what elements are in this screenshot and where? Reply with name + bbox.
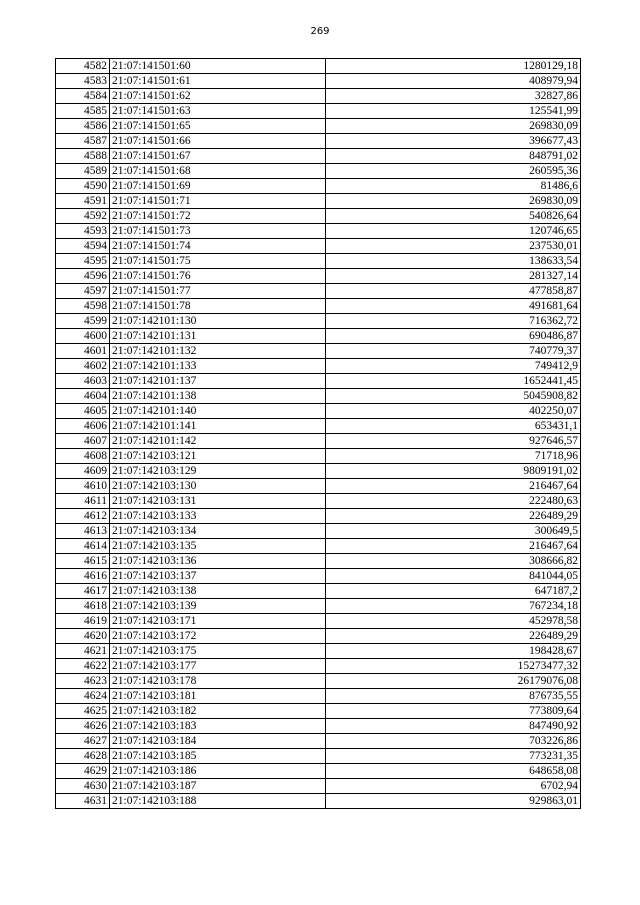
table-row bbox=[56, 494, 581, 509]
cadastral-value-cell: 300649,5 bbox=[326, 524, 581, 539]
cadastral-value-cell: 226489,29 bbox=[326, 629, 581, 644]
cadastral-number-cell: 21:07:142101:131 bbox=[110, 329, 326, 344]
row-number-cell: 4599 bbox=[56, 314, 110, 329]
cadastral-number-cell: 21:07:142103:133 bbox=[110, 509, 326, 524]
row-number-cell: 4590 bbox=[56, 179, 110, 194]
cadastral-value-cell: 260595,36 bbox=[326, 164, 581, 179]
cadastral-number-cell: 21:07:141501:67 bbox=[110, 149, 326, 164]
cadastral-number-cell: 21:07:142101:132 bbox=[110, 344, 326, 359]
row-number-cell: 4608 bbox=[56, 449, 110, 464]
cadastral-number-cell: 21:07:141501:77 bbox=[110, 284, 326, 299]
cadastral-number-cell: 21:07:142103:134 bbox=[110, 524, 326, 539]
cadastral-number-cell: 21:07:141501:74 bbox=[110, 239, 326, 254]
cadastral-value-cell: 9809191,02 bbox=[326, 464, 581, 479]
table-row bbox=[56, 224, 581, 239]
row-number-cell: 4629 bbox=[56, 764, 110, 779]
cadastral-value-cell: 15273477,32 bbox=[326, 659, 581, 674]
cadastral-number-cell: 21:07:142103:129 bbox=[110, 464, 326, 479]
table-row bbox=[56, 194, 581, 209]
cadastral-value-cell: 1652441,45 bbox=[326, 374, 581, 389]
table-row bbox=[56, 359, 581, 374]
row-number-cell: 4585 bbox=[56, 104, 110, 119]
table-row bbox=[56, 464, 581, 479]
cadastral-number-cell: 21:07:142103:188 bbox=[110, 794, 326, 809]
cadastral-value-cell: 138633,54 bbox=[326, 254, 581, 269]
row-number-cell: 4618 bbox=[56, 599, 110, 614]
cadastral-number-cell: 21:07:141501:76 bbox=[110, 269, 326, 284]
row-number-cell: 4582 bbox=[56, 59, 110, 74]
table-row bbox=[56, 179, 581, 194]
table-row bbox=[56, 209, 581, 224]
cadastral-value-cell: 767234,18 bbox=[326, 599, 581, 614]
cadastral-value-cell: 690486,87 bbox=[326, 329, 581, 344]
row-number-cell: 4623 bbox=[56, 674, 110, 689]
cadastral-value-cell: 749412,9 bbox=[326, 359, 581, 374]
cadastral-number-cell: 21:07:142103:130 bbox=[110, 479, 326, 494]
table-row bbox=[56, 734, 581, 749]
cadastral-number-cell: 21:07:141501:72 bbox=[110, 209, 326, 224]
row-number-cell: 4606 bbox=[56, 419, 110, 434]
cadastral-number-cell: 21:07:142101:142 bbox=[110, 434, 326, 449]
table-row bbox=[56, 584, 581, 599]
table-row bbox=[56, 434, 581, 449]
cadastral-number-cell: 21:07:142101:138 bbox=[110, 389, 326, 404]
row-number-cell: 4605 bbox=[56, 404, 110, 419]
table-row bbox=[56, 314, 581, 329]
row-number-cell: 4620 bbox=[56, 629, 110, 644]
table-row bbox=[56, 689, 581, 704]
cadastral-number-cell: 21:07:142103:182 bbox=[110, 704, 326, 719]
row-number-cell: 4595 bbox=[56, 254, 110, 269]
row-number-cell: 4586 bbox=[56, 119, 110, 134]
cadastral-value-cell: 237530,01 bbox=[326, 239, 581, 254]
row-number-cell: 4626 bbox=[56, 719, 110, 734]
cadastral-number-cell: 21:07:142103:186 bbox=[110, 764, 326, 779]
cadastral-value-cell: 927646,57 bbox=[326, 434, 581, 449]
row-number-cell: 4612 bbox=[56, 509, 110, 524]
cadastral-number-cell: 21:07:142103:177 bbox=[110, 659, 326, 674]
row-number-cell: 4627 bbox=[56, 734, 110, 749]
cadastral-number-cell: 21:07:142101:141 bbox=[110, 419, 326, 434]
table-row bbox=[56, 74, 581, 89]
row-number-cell: 4587 bbox=[56, 134, 110, 149]
cadastral-value-cell: 703226,86 bbox=[326, 734, 581, 749]
cadastral-value-cell: 32827,86 bbox=[326, 89, 581, 104]
cadastral-number-cell: 21:07:141501:63 bbox=[110, 104, 326, 119]
cadastral-number-cell: 21:07:141501:61 bbox=[110, 74, 326, 89]
cadastral-value-cell: 281327,14 bbox=[326, 269, 581, 284]
cadastral-value-cell: 716362,72 bbox=[326, 314, 581, 329]
cadastral-number-cell: 21:07:141501:68 bbox=[110, 164, 326, 179]
table-row bbox=[56, 344, 581, 359]
row-number-cell: 4598 bbox=[56, 299, 110, 314]
cadastral-number-cell: 21:07:142103:138 bbox=[110, 584, 326, 599]
cadastral-value-cell: 452978,58 bbox=[326, 614, 581, 629]
cadastral-value-cell: 740779,37 bbox=[326, 344, 581, 359]
table-row bbox=[56, 539, 581, 554]
cadastral-number-cell: 21:07:142101:137 bbox=[110, 374, 326, 389]
table-row bbox=[56, 659, 581, 674]
cadastral-value-cell: 71718,96 bbox=[326, 449, 581, 464]
row-number-cell: 4613 bbox=[56, 524, 110, 539]
row-number-cell: 4614 bbox=[56, 539, 110, 554]
cadastral-value-cell: 876735,55 bbox=[326, 689, 581, 704]
table-row bbox=[56, 749, 581, 764]
row-number-cell: 4621 bbox=[56, 644, 110, 659]
cadastral-value-cell: 26179076,08 bbox=[326, 674, 581, 689]
cadastral-value-cell: 216467,64 bbox=[326, 479, 581, 494]
cadastral-number-cell: 21:07:141501:69 bbox=[110, 179, 326, 194]
row-number-cell: 4610 bbox=[56, 479, 110, 494]
cadastral-value-cell: 773809,64 bbox=[326, 704, 581, 719]
row-number-cell: 4624 bbox=[56, 689, 110, 704]
table-row bbox=[56, 479, 581, 494]
table-row bbox=[56, 284, 581, 299]
row-number-cell: 4631 bbox=[56, 794, 110, 809]
cadastral-number-cell: 21:07:141501:60 bbox=[110, 59, 326, 74]
table-row bbox=[56, 614, 581, 629]
cadastral-value-cell: 1280129,18 bbox=[326, 59, 581, 74]
cadastral-value-cell: 81486,6 bbox=[326, 179, 581, 194]
row-number-cell: 4607 bbox=[56, 434, 110, 449]
row-number-cell: 4617 bbox=[56, 584, 110, 599]
row-number-cell: 4594 bbox=[56, 239, 110, 254]
cadastral-number-cell: 21:07:142103:136 bbox=[110, 554, 326, 569]
table-row bbox=[56, 329, 581, 344]
table-row bbox=[56, 569, 581, 584]
table-row bbox=[56, 629, 581, 644]
cadastral-number-cell: 21:07:141501:73 bbox=[110, 224, 326, 239]
cadastral-value-cell: 847490,92 bbox=[326, 719, 581, 734]
table-row bbox=[56, 269, 581, 284]
cadastral-value-cell: 222480,63 bbox=[326, 494, 581, 509]
row-number-cell: 4591 bbox=[56, 194, 110, 209]
row-number-cell: 4602 bbox=[56, 359, 110, 374]
cadastral-value-cell: 125541,99 bbox=[326, 104, 581, 119]
cadastral-number-cell: 21:07:142103:139 bbox=[110, 599, 326, 614]
table-row bbox=[56, 374, 581, 389]
row-number-cell: 4604 bbox=[56, 389, 110, 404]
cadastral-number-cell: 21:07:142103:181 bbox=[110, 689, 326, 704]
cadastral-value-cell: 647187,2 bbox=[326, 584, 581, 599]
cadastral-value-cell: 396677,43 bbox=[326, 134, 581, 149]
row-number-cell: 4611 bbox=[56, 494, 110, 509]
cadastral-number-cell: 21:07:142103:185 bbox=[110, 749, 326, 764]
cadastral-value-cell: 491681,64 bbox=[326, 299, 581, 314]
cadastral-value-cell: 929863,01 bbox=[326, 794, 581, 809]
cadastral-value-cell: 648658,08 bbox=[326, 764, 581, 779]
cadastral-value-cell: 120746,65 bbox=[326, 224, 581, 239]
cadastral-number-cell: 21:07:141501:75 bbox=[110, 254, 326, 269]
table-row bbox=[56, 59, 581, 74]
table-row bbox=[56, 509, 581, 524]
table-row bbox=[56, 599, 581, 614]
cadastral-value-cell: 308666,82 bbox=[326, 554, 581, 569]
row-number-cell: 4596 bbox=[56, 269, 110, 284]
cadastral-value-cell: 6702,94 bbox=[326, 779, 581, 794]
row-number-cell: 4609 bbox=[56, 464, 110, 479]
cadastral-value-cell: 841044,05 bbox=[326, 569, 581, 584]
table-row bbox=[56, 239, 581, 254]
cadastral-value-cell: 773231,35 bbox=[326, 749, 581, 764]
row-number-cell: 4616 bbox=[56, 569, 110, 584]
row-number-cell: 4588 bbox=[56, 149, 110, 164]
cadastral-value-cell: 477858,87 bbox=[326, 284, 581, 299]
cadastral-number-cell: 21:07:142103:183 bbox=[110, 719, 326, 734]
table-body bbox=[56, 59, 581, 809]
table-row bbox=[56, 674, 581, 689]
row-number-cell: 4630 bbox=[56, 779, 110, 794]
cadastral-number-cell: 21:07:142103:184 bbox=[110, 734, 326, 749]
table-row bbox=[56, 419, 581, 434]
cadastral-value-cell: 216467,64 bbox=[326, 539, 581, 554]
cadastral-number-cell: 21:07:142103:135 bbox=[110, 539, 326, 554]
cadastral-value-cell: 226489,29 bbox=[326, 509, 581, 524]
cadastral-number-cell: 21:07:142103:121 bbox=[110, 449, 326, 464]
cadastral-value-cell: 408979,94 bbox=[326, 74, 581, 89]
row-number-cell: 4625 bbox=[56, 704, 110, 719]
cadastral-value-cell: 653431,1 bbox=[326, 419, 581, 434]
table-row bbox=[56, 524, 581, 539]
cadastral-value-cell: 269830,09 bbox=[326, 119, 581, 134]
page-number: 269 bbox=[310, 26, 330, 37]
cadastral-number-cell: 21:07:142103:171 bbox=[110, 614, 326, 629]
cadastral-number-cell: 21:07:141501:71 bbox=[110, 194, 326, 209]
table-row bbox=[56, 254, 581, 269]
row-number-cell: 4622 bbox=[56, 659, 110, 674]
table-row bbox=[56, 299, 581, 314]
row-number-cell: 4600 bbox=[56, 329, 110, 344]
table-row bbox=[56, 104, 581, 119]
cadastral-value-cell: 402250,07 bbox=[326, 404, 581, 419]
table-row bbox=[56, 704, 581, 719]
cadastral-number-cell: 21:07:142101:133 bbox=[110, 359, 326, 374]
table-row bbox=[56, 779, 581, 794]
cadastral-number-cell: 21:07:142103:131 bbox=[110, 494, 326, 509]
cadastral-value-cell: 198428,67 bbox=[326, 644, 581, 659]
cadastral-number-cell: 21:07:142101:130 bbox=[110, 314, 326, 329]
cadastral-number-cell: 21:07:141501:66 bbox=[110, 134, 326, 149]
cadastral-value-cell: 540826,64 bbox=[326, 209, 581, 224]
cadastral-number-cell: 21:07:142101:140 bbox=[110, 404, 326, 419]
cadastral-number-cell: 21:07:142103:187 bbox=[110, 779, 326, 794]
table-row bbox=[56, 764, 581, 779]
table-row bbox=[56, 119, 581, 134]
table-row bbox=[56, 164, 581, 179]
cadastral-number-cell: 21:07:141501:65 bbox=[110, 119, 326, 134]
row-number-cell: 4583 bbox=[56, 74, 110, 89]
row-number-cell: 4619 bbox=[56, 614, 110, 629]
table-row bbox=[56, 149, 581, 164]
row-number-cell: 4601 bbox=[56, 344, 110, 359]
table-row bbox=[56, 449, 581, 464]
row-number-cell: 4603 bbox=[56, 374, 110, 389]
cadastral-number-cell: 21:07:142103:172 bbox=[110, 629, 326, 644]
table-row bbox=[56, 554, 581, 569]
cadastral-value-table bbox=[55, 58, 581, 809]
cadastral-number-cell: 21:07:142103:137 bbox=[110, 569, 326, 584]
row-number-cell: 4584 bbox=[56, 89, 110, 104]
row-number-cell: 4615 bbox=[56, 554, 110, 569]
table-row bbox=[56, 134, 581, 149]
cadastral-number-cell: 21:07:142103:175 bbox=[110, 644, 326, 659]
table-row bbox=[56, 794, 581, 809]
cadastral-value-cell: 5045908,82 bbox=[326, 389, 581, 404]
row-number-cell: 4592 bbox=[56, 209, 110, 224]
cadastral-number-cell: 21:07:141501:78 bbox=[110, 299, 326, 314]
cadastral-value-cell: 269830,09 bbox=[326, 194, 581, 209]
row-number-cell: 4593 bbox=[56, 224, 110, 239]
cadastral-number-cell: 21:07:142103:178 bbox=[110, 674, 326, 689]
table-row bbox=[56, 404, 581, 419]
table-row bbox=[56, 644, 581, 659]
table-row bbox=[56, 89, 581, 104]
cadastral-value-cell: 848791,02 bbox=[326, 149, 581, 164]
row-number-cell: 4589 bbox=[56, 164, 110, 179]
row-number-cell: 4628 bbox=[56, 749, 110, 764]
cadastral-number-cell: 21:07:141501:62 bbox=[110, 89, 326, 104]
row-number-cell: 4597 bbox=[56, 284, 110, 299]
table-row bbox=[56, 719, 581, 734]
table-row bbox=[56, 389, 581, 404]
